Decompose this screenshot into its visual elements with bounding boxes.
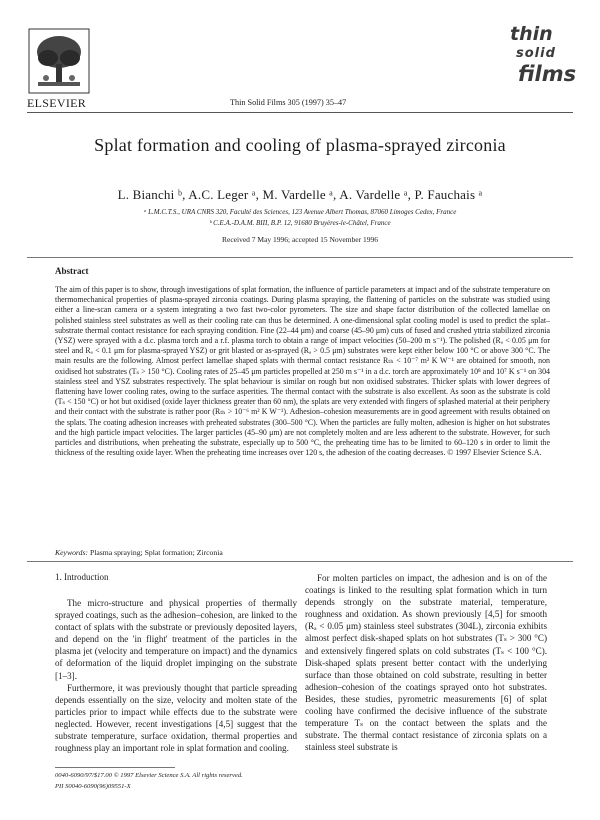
paragraph: For molten particles on impact, the adhesion and is on of the coatings is linked to the resulting splat formation which in turn depends strongly on the substrate material, temperature, roughness and oxidation. As shown previously [4,5] for smooth (Rₐ < 0.05 μm) stainless steel substrates (304L), zirconia exhibits almost perfect disk-shaped splats on hot substrates (Tₛ > 300 °C) and extensively fingered splats on cold substrates (Tₛ < 100 °C). Disk-shaped splats present better contact with the underlying surface than those obtained on cold substrate, resulting in better adhesion–cohesion of the coatings sprayed onto hot substrates. Besides, these studies, pyrometric measurements [6] of splat cooling have confirmed the decisive influence of the substrate temperature Tₛ on the contact between the splats and the substrate. The thermal contact resistance of zirconia splats on a stainless steel substrate is [305,573,547,753]
affiliation: ᵃ L.M.C.T.S., URA CNRS 320, Faculté des Sciences, 123 Avenue Albert Thomas, 87060 Limoges Cedex, France [143,208,457,216]
left-column [55,597,297,754]
elsevier-tree-logo-icon [28,28,90,94]
received-dates: Received 7 May 1996; accepted 15 November 1996 [222,235,378,244]
publisher-name: ELSEVIER [27,96,87,110]
paragraph: Furthermore, it was previously thought that particle spreading depends essentially on the size, velocity and molten state of the particles prior to impact while effects due to the substrate were neglected. However, recent investigations [4,5] suggest that the substrate temperature, surface oxidation, thermal properties and roughness play an important role in splat formation and cooling. [55,682,297,754]
footnote-divider [55,767,175,768]
abstract-top-divider [27,257,573,258]
keywords-text: Plasma spraying; Splat formation; Zirconia [89,548,223,557]
paper-title: Splat formation and cooling of plasma-sprayed zirconia [94,135,506,155]
author-list: L. Bianchi ᵇ, A.C. Leger ᵃ, M. Vardelle ᵃ, A. Vardelle ᵃ, P. Fauchais ᵃ [117,187,483,202]
journal-reference: Thin Solid Films 305 (1997) 35–47 [230,98,347,107]
abstract-body: The aim of this paper is to show, through investigations of splat formation, the influence of particle parameters at impact and of the substrate temperature on thermomechanical properties of plasma-sprayed zirconia coatings. During plasma spraying, the flattening of particles on the substrate was studied using either a line-scan camera or a system integrating a two fast two-color pyrometers. The size and shape factor distribution of the collected lamellae on polished stainless steel substrates as well as their cooling rate can thus be determined. A one-dimensional splat cooling model is used to predict the splat–substrate thermal contact resistance for each spraying condition. Fine (22–44 μm) and coarse (45–90 μm) cuts of fused and crushed yttria stabilized zirconia (YSZ) were sprayed with a d.c. plasma torch and a r.f. plasma torch to obtain a range of impact velocities (50–200 m s⁻¹). The polished (Rₐ < 0.05 μm for steel and Rₐ < 0.1 μm for plasma-sprayed YSZ) or grit blasted or as-sprayed (Rₐ > 0.5 μm) substrates were kept either below 100 °C or above 300 °C. The main results are the following. Almost perfect lamellae shaped splats with thermal contact resistance Rₜₕ < 10⁻⁷ m² K W⁻¹ are obtained for smooth, non oxidised hot substrates (Tₛ > 150 °C). Cooling rates of 25–45 μm particles propelled at 250 m s⁻¹ in a d.c. torch are approximately 10⁸ and 10⁷ K s⁻¹ on 304 stainless steel and YSZ substrates respectively. The splat behaviour is similar on rough but non oxidised substrates. Thicker splats with lower degrees of flattening have lower cooling rates, owing to the surface asperities. The thermal contact with the substrate is also excellent. As soon as the substrate is cold (Tₛ < 150 °C) or hot but oxidised (oxide layer thickness greater than 60 nm), the splats are very extended with fingers of splashed material at their periphery and their contact with the substrate is rather poor (Rₜₕ > 10⁻⁶ m² K W⁻¹). Adhesion–cohesion measurements are in good agreement with results obtained on the splats. The coating adhesion increases with preheated substrates (300–500 °C). When the particles are fully molten, adhesion is higher on hot substrates and the high particle impact velocities. The larger particles (45–90 μm) are not completely molten and are less adherent to the substrate. However, for such particles and distributions, when preheating the substrate, especially up to 500 °C, the preheating time has to be limited to 60–120 s in order to limit the thickness of the resulting oxide layer. When the preheating time increases over 120 s, the adhesion of the coating decreases. © 1997 Elsevier Science S.A. [55,285,550,458]
journal-logo-word: films [518,62,577,86]
abstract-heading: Abstract [55,266,89,276]
copyright-footnote: 0040-6090/97/$17.00 © 1997 Elsevier Science S.A. All rights reserved. [55,772,243,779]
keywords-label: Keywords: [55,548,89,557]
affiliation: ᵇ C.E.A.-D.A.M. BIII, B.P. 12, 91680 Bruyères-le-Châtel, France [209,219,391,227]
header-divider [27,112,573,113]
journal-logo-word: solid [516,46,556,61]
right-column [305,572,547,808]
keywords [55,548,223,557]
paragraph: The micro-structure and physical properties of thermally sprayed coatings, such as the adhesion–cohesion, are linked to the contact of splats with the substrate or previously deposited layers, and depend on the 'in flight' treatment of the particles in the plasma jet (velocity and temperature on impact) and the dynamics of deformation of the liquid droplet impinging on the substrate [1–3]. [55,598,297,681]
journal-logo-word: thin [510,23,553,45]
pii-footnote: PII S0040-6090(96)09551-X [55,783,131,790]
journal-logo [486,23,577,108]
section-heading: 1. Introduction [55,572,109,582]
abstract-bottom-divider [27,561,573,562]
